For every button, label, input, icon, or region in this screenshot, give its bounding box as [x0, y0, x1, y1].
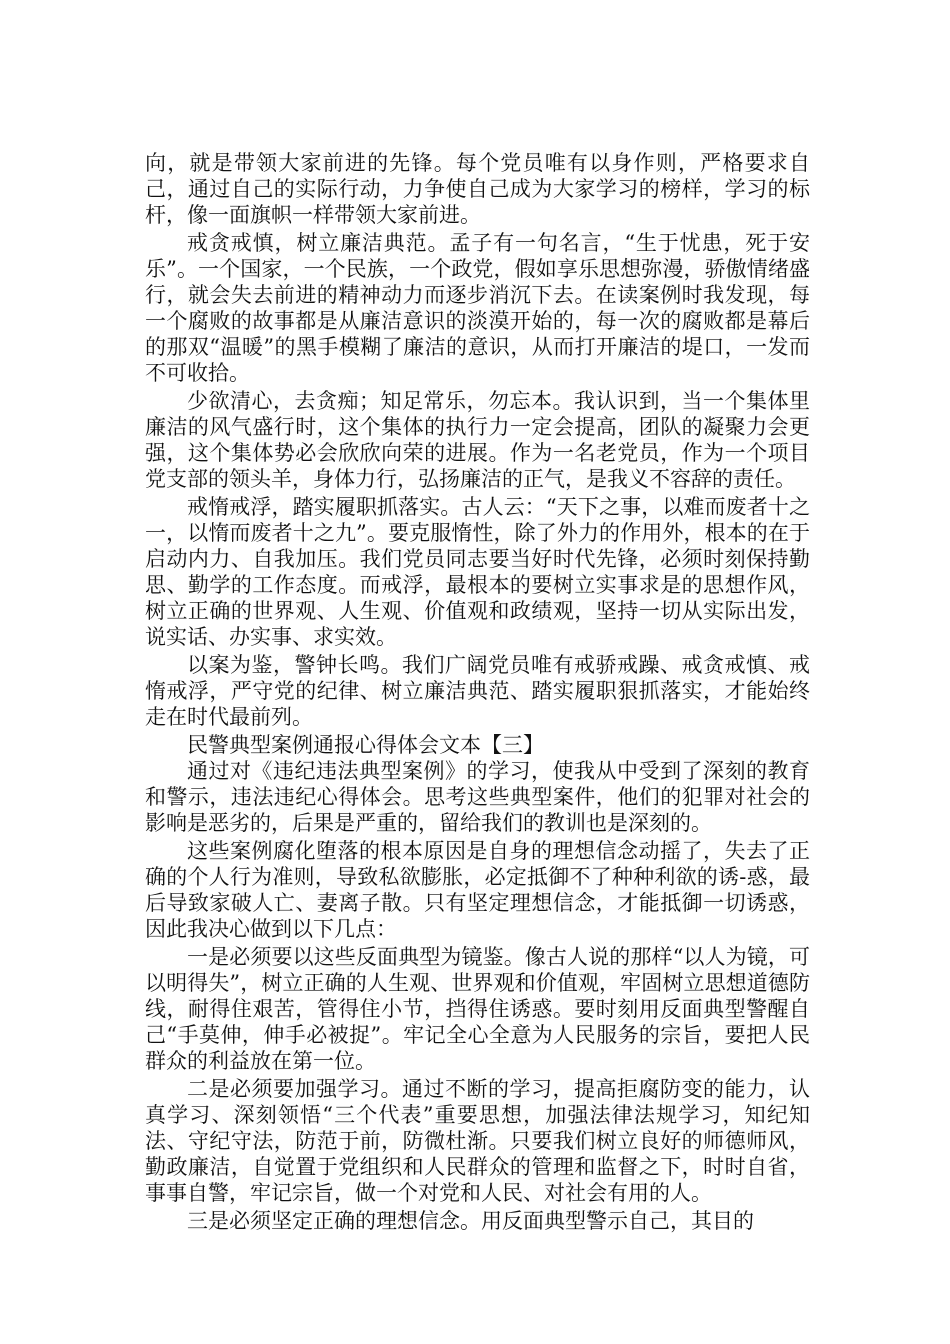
paragraph: 戒贪戒慎，树立廉洁典范。孟子有一句名言，“生于忧患，死于安乐”。一个国家，一个民族，一个政党，假如享乐思想弥漫，骄傲情绪盛行，就会失去前进的精神动力而逐步消沉下去。在读案例时我发现，每一个腐败的故事都是从廉洁意识的淡漠开始的，每一次的腐败都是幕后的那双“温暖”的黑手模糊了廉洁的意识，从而打开廉洁的堤口，一发而不可收拾。	[145, 231, 810, 385]
paragraph: 戒惰戒浮，踏实履职抓落实。古人云：“天下之事，以难而废者十之一，以惰而废者十之九”。要克服惰性，除了外力的作用外，根本的在于启动内力、自我加压。我们党员同志要当好时代先锋，必须时刻保持勤思、勤学的工作态度。而戒浮，最根本的要树立实事求是的思想作风，树立正确的世界观、人生观、价值观和政绩观，坚持一切从实际出发，说实话、办实事、求实效。	[145, 495, 810, 649]
section-heading: 民警典型案例通报心得体会文本【三】	[187, 733, 544, 757]
paragraph: 以案为鉴，警钟长鸣。我们广阔党员唯有戒骄戒躁、戒贪戒慎、戒惰戒浮，严守党的纪律、树立廉洁典范、踏实履职狠抓落实，才能始终走在时代最前列。	[145, 653, 810, 729]
paragraph: 向，就是带领大家前进的先锋。每个党员唯有以身作则，严格要求自己，通过自己的实际行动，力争使自己成为大家学习的榜样，学习的标杆，像一面旗帜一样带领大家前进。	[145, 151, 810, 227]
paragraph: 二是必须要加强学习。通过不断的学习，提高拒腐防变的能力，认真学习、深刻领悟“三个代表”重要思想，加强法律法规学习，知纪知法、守纪守法，防范于前，防微杜渐。只要我们树立良好的师德师风，勤政廉洁，自觉置于党组织和人民群众的管理和监督之下，时时自省，事事自警，牢记宗旨，做一个对党和人民、对社会有用的人。	[145, 1077, 810, 1205]
paragraph: 一是必须要以这些反面典型为镜鉴。像古人说的那样“以人为镜，可以明得失”，树立正确的人生观、世界观和价值观，牢固树立思想道德防线，耐得住艰苦，管得住小节，挡得住诱惑。要时刻用反面典型警醒自己“手莫伸，伸手必被捉”。牢记全心全意为人民服务的宗旨，要把人民群众的利益放在第一位。	[145, 945, 810, 1073]
document-body	[145, 150, 810, 1236]
paragraph: 通过对《违纪违法典型案例》的学习，使我从中受到了深刻的教育和警示，违法违纪心得体会。思考这些典型案件，他们的犯罪对社会的影响是恶劣的，后果是严重的，留给我们的教训也是深刻的。	[145, 759, 810, 835]
paragraph: 少欲清心，去贪痴；知足常乐，勿忘本。我认识到，当一个集体里廉洁的风气盛行时，这个集体的执行力一定会提高，团队的凝聚力会更强，这个集体势必会欣欣向荣的进展。作为一名老党员，作为一个项目党支部的领头羊，身体力行，弘扬廉洁的正气，是我义不容辞的责任。	[145, 389, 810, 491]
paragraph: 三是必须坚定正确的理想信念。用反面典型警示自己，其目的	[187, 1209, 754, 1233]
paragraph: 这些案例腐化堕落的根本原因是自身的理想信念动摇了，失去了正确的个人行为准则，导致私欲膨胀，必定抵御不了种种利欲的诱-惑，最后导致家破人亡、妻离子散。只有坚定理想信念，才能抵御一切诱惑，因此我决心做到以下几点：	[145, 839, 810, 941]
